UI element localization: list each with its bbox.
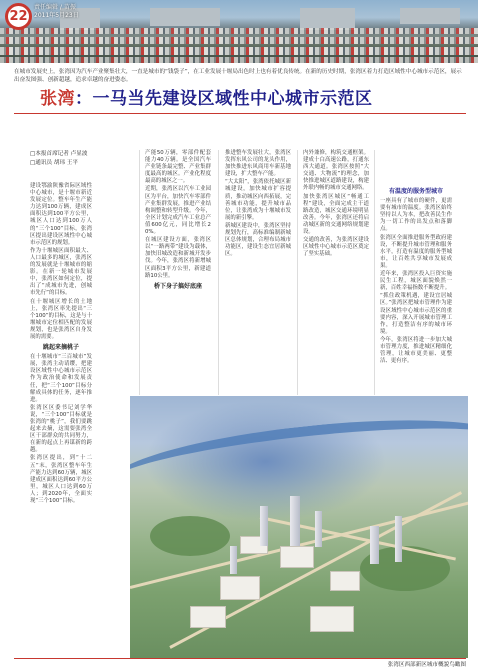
photo-row	[0, 28, 478, 34]
paragraph: 在十堰城市“三百城市”发展，张湾主动请缨，把建设区域性中心城市示范区作为政治使命和发展责任，把“三个100”目标分解成具体的任务，逐年推进。	[30, 354, 92, 403]
headline-prefix: 张湾	[40, 89, 75, 109]
paragraph: 一座具有了城市的硬件，更需要有城市的温度。张湾区始终坚持以人为本，把改善民生作为一切工作的出发点和落脚点。	[380, 198, 452, 233]
tower	[315, 511, 322, 547]
section-line: 责任编辑 / 苗振	[34, 4, 76, 11]
column-divider	[139, 150, 140, 395]
paragraph: 近年来，张湾区投入巨资实施民生工程，城区面貌焕然一新，百姓幸福指数不断提升。	[380, 271, 452, 292]
paragraph: 内外兼修，构筑交通框架。建成十白高速公路，打通东西大通道。张湾区按照“大交通、大物流”的理念，加快推进城区道路建设，构建外联内畅的城市交通网络。	[303, 150, 369, 192]
photo-building	[300, 8, 355, 30]
paragraph: “抓住政策机遇，建设宜居城区。”张湾区把城市管理作为建设区域性中心城市示范区的重要内容，深入开展城市管理工作，打造整洁有序的城市环境。	[380, 293, 452, 335]
column-divider	[297, 150, 298, 395]
column-divider	[218, 150, 219, 395]
lead-paragraph: 在城市发展史上，张湾因为汽车产业聚集壮大，一直是城市的“钱袋子”，在工业发展十堰局出色时上也有着优良传统。在新的历史时期，张湾区着力打造区域性中心城市示范区，展示出奋发图强、创新超越，追求卓越的奋进姿态。	[14, 69, 462, 83]
tower	[260, 506, 268, 546]
paragraph: 加快张湾区城区“畅通工程”建设，全面完成主干道路改造，城区交通环境明显改善。今年，张湾区还将启动城区新的交通网络规划建设。	[303, 193, 369, 236]
paragraph: 建设鄂渝陕豫省际区域性中心城市，是十堰市新近发展定位。整车年生产能力达到100万辆，建成区面积达到100平方公里，城区人口达到100万人的“三个100”目标，张湾区提出建设区域性中心城市示范区的规划。	[30, 183, 92, 246]
tower	[395, 516, 402, 562]
building-block	[190, 606, 226, 628]
subhead: 桥下身子搞好底座	[153, 282, 202, 290]
photo-row	[0, 47, 478, 55]
paragraph: 今年，张湾区将进一步加大城市管理力度，推进城区精细化管理，让城市更美丽、更整洁、更有序。	[380, 336, 452, 365]
byline-reporter: □本报首席记者 卢显波	[30, 151, 88, 157]
paragraph: 张湾区提出，到“十二五”末，张湾区整车年生产能力达到60万辆，城区建成区面积达到60平方公里，城区人口达到60万人；到2020年，全面实现“三个100”目标。	[30, 455, 92, 505]
bottom-rule	[14, 658, 466, 659]
paragraph: 在十堰城区增长的土地上，张湾区率先提出“三个100”的目标，这是与十堰城市定位相匹配的发展规划，也是张湾区自身发展的需要。	[30, 298, 92, 340]
paragraph: 近期，张湾区以汽车工业园区为平台，加快汽车零部件产业集群发展，推进产业结构调整和转型升级。今年，全区计划完成汽车工业总产值600亿元，同比增长20%。	[145, 186, 211, 236]
column-divider	[374, 150, 375, 395]
paragraph: 作为十堰城区面积最大、人口最多的城区，张湾区的发展就是十堰城市的缩影。在新一轮城市发展中，张湾区如何定位，提出了“成城市先进，创城市先行”的目标。	[30, 247, 92, 297]
paragraph: “大太阳”，张湾依托城区新城建设，加快城市扩容提质，推动城区向西拓展，完善城市功能，提升城市品位，让张湾成为十堰城市发展的新引擎。	[225, 179, 291, 221]
park	[150, 516, 230, 556]
side-subhead: 有温度的服务型城市	[388, 188, 443, 195]
photo-row	[0, 37, 478, 44]
tower	[230, 546, 237, 574]
paragraph: 张湾区全面推进服务型政府建设，不断提升城市管理和服务水平，打造有温度的服务型城市，让百姓共享城市发展成果。	[380, 234, 452, 269]
photo-row	[0, 57, 478, 63]
byline	[30, 150, 90, 168]
article-column-3	[225, 150, 291, 410]
building-block	[310, 606, 354, 632]
paragraph: 交通的改善，为张湾区建设区域性中心城市示范区奠定了坚实基础。	[303, 237, 369, 258]
headline	[40, 88, 460, 110]
building-block	[330, 571, 360, 591]
building-block	[220, 576, 260, 600]
tower	[370, 526, 379, 564]
photo-building	[400, 8, 460, 24]
tower	[290, 496, 300, 546]
section-line: 2011年5月23日	[34, 12, 79, 19]
photo-building	[150, 8, 220, 26]
image-caption: 张湾区西部新区城市概貌鸟瞰图	[387, 662, 466, 668]
building-block	[280, 546, 314, 568]
byline-correspondent: □通讯员 胡玮 王平	[30, 160, 78, 166]
headline-rest: ：一马当先建设区域性中心城市示范区	[75, 89, 373, 109]
article-column-1	[30, 183, 92, 643]
paragraph: 新城区建设中，张湾区坚持规划先行，高标准编制新城区总体规划，合理布局城市功能区，建设生态宜居新城区。	[225, 222, 291, 258]
article-column-2	[145, 150, 211, 410]
article-column-4	[303, 150, 369, 410]
paragraph: 张湾区区委书记刘学华说，“三个100”目标就是张湾的“桃子”，我们要跳起来去摘，这需要张湾全区干部群众的共同努力，在新的起点上再谋新的跨越。	[30, 404, 92, 454]
aerial-city-image	[130, 396, 468, 658]
paragraph: 产能50万辆，零部件配套能力40万辆。是全国汽车产业链条最完整、产业集群度最高的城区。产业化程度最高的城区之一。	[145, 150, 211, 185]
headline-rule	[14, 113, 466, 114]
subhead: 跳起来摘桃子	[42, 344, 79, 352]
page-number: 22	[5, 3, 32, 30]
paragraph: 推进整车发展壮大，张湾区发挥东风公司的龙头作用，加快推进东风商用车新基地建设，扩大整车产能。	[225, 150, 291, 178]
section-tag	[34, 4, 79, 20]
paragraph: 在城区建设方面，张湾区以“一路两带”建设为载体，加快旧城改造和新城开发步伐。今年，张湾区将新增城区面积3平方公里，新建道路10公里。	[145, 237, 211, 279]
